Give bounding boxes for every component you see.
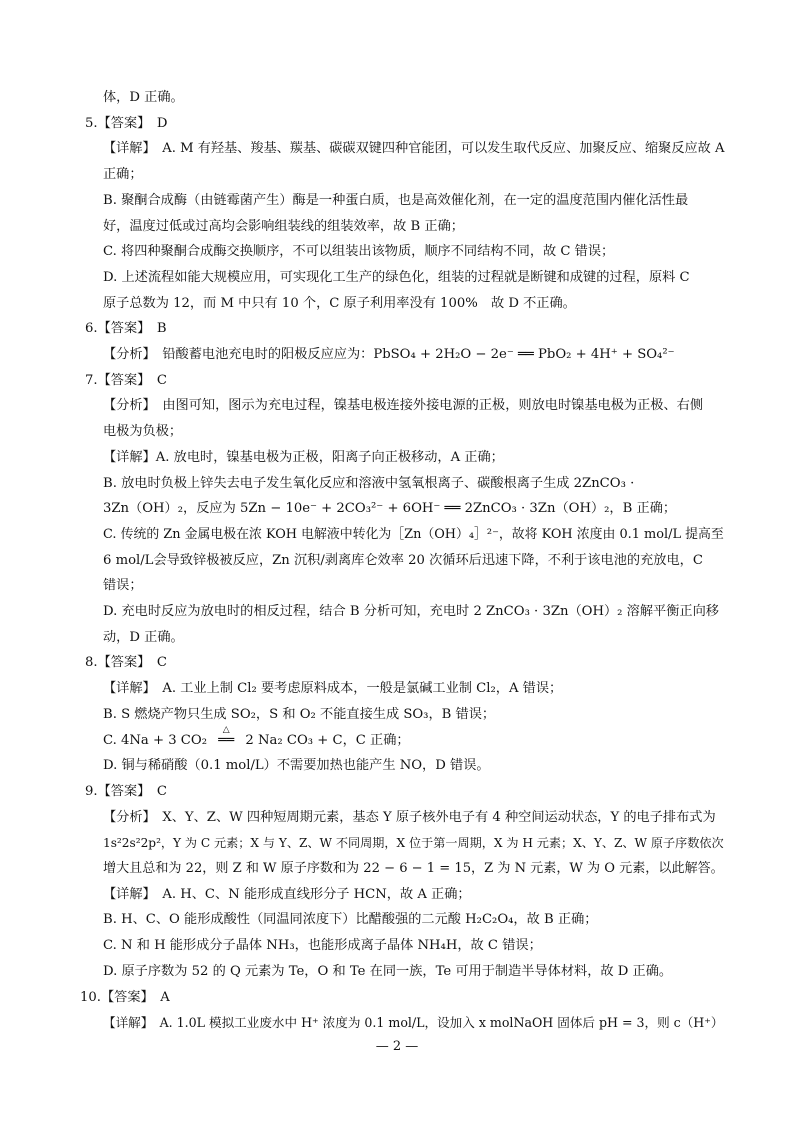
text-line: 【详解】 A. 工业上制 Cl₂ 要考虑原料成本，一般是氯碱工业制 Cl₂，A 错误； <box>103 681 563 697</box>
text-line: B. 聚酮合成酶（由链霉菌产生）酶是一种蛋白质，也是高效催化剂，在一定的温度范围内催化活性最 <box>103 192 689 208</box>
text-line: 错误； <box>103 578 143 594</box>
text-line: 动，D 正确。 <box>103 629 184 645</box>
text-line: D. 充电时反应为放电时的相反过程，结合 B 分析可知，充电时 2 ZnCO₃ · 3Zn（OH）₂ 溶解平衡正向移 <box>103 604 719 619</box>
text-line: 3Zn（OH）₂，反应为 5Zn − 10e⁻ + 2CO₃²⁻ + 6OH⁻ ══ 2ZnCO₃ · 3Zn（OH）₂，B 正确； <box>103 501 677 517</box>
text-line: 【详解】 A. M 有羟基、羧基、羰基、碳碳双键四种官能团，可以发生取代反应、加聚反应、缩聚反应故 A <box>103 141 725 157</box>
text-line: B. S 燃烧产物只生成 SO₂，S 和 O₂ 不能直接生成 SO₃，B 错误； <box>103 706 496 722</box>
text-line: 体，D 正确。 <box>103 90 184 105</box>
text-line: C. N 和 H 能形成分子晶体 NH₃，也能形成离子晶体 NH₄H，故 C 错误； <box>103 938 542 954</box>
text-line: 6 mol/L会导致锌极被反应，Zn 沉积/剥离库仑效率 20 次循环后迅速下降，不利于该电池的充放电，C <box>103 552 703 568</box>
text-line: C. 将四种聚酮合成酶交换顺序，不可以组装出该物质，顺序不同结构不同，故 C 错误； <box>103 244 615 260</box>
question-8-answer: 8.【答案】 C <box>85 655 168 671</box>
question-9-answer: 9.【答案】 C <box>85 783 168 799</box>
question-7-answer: 7.【答案】 C <box>85 372 168 388</box>
page-number: — 2 — <box>375 1039 419 1055</box>
text-line: 正确； <box>103 167 143 183</box>
text-line: 原子总数为 12，而 M 中只有 10 个，C 原子利用率没有 100% 故 D 不正确。 <box>103 295 576 311</box>
text-line: D. 原子序数为 52 的 Q 元素为 Te，O 和 Te 在同一族，Te 可用于制造半导体材料，故 D 正确。 <box>103 963 673 979</box>
equation-arrow <box>211 724 241 751</box>
question-10-answer: 10.【答案】 A <box>80 989 170 1005</box>
equals-sign: ══ <box>218 732 235 748</box>
text-line: 【分析】 铅酸蓄电池充电时的阳极反应应为：PbSO₄ + 2H₂O − 2e⁻ ══ PbO₂ + 4H⁺ + SO₄²⁻ <box>103 347 675 362</box>
heat-condition: △ <box>222 724 230 735</box>
equation-left: C. 4Na + 3 CO₂ <box>103 732 207 748</box>
text-line: 1s²2s²2p²，Y 为 C 元素；X 与 Y、Z、W 不同周期，X 位于第一周期，X 为 H 元素；X、Y、Z、W 原子序数依次 <box>103 836 724 851</box>
text-line: D. 上述流程如能大规模应用，可实现化工生产的绿色化，组装的过程就是断键和成键的过程，原料 C <box>103 269 690 285</box>
text-line: B. H、C、O 能形成酸性（同温同浓度下）比醋酸强的二元酸 H₂C₂O₄，故 B 正确； <box>103 912 598 928</box>
text-line: 【分析】 X、Y、Z、W 四种短周期元素，基态 Y 原子核外电子有 4 种空间运动状态，Y 的电子排布式为 <box>103 809 716 825</box>
text-line: 【详解】 A. H、C、N 能形成直线形分子 HCN，故 A 正确； <box>103 886 471 902</box>
text-line: C. 传统的 Zn 金属电极在浓 KOH 电解液中转化为［Zn（OH）₄］²⁻，故将 KOH 浓度由 0.1 mol/L 提高至 <box>103 526 724 542</box>
text-line: 电极为负极； <box>103 424 183 440</box>
equation-line <box>103 724 410 751</box>
text-line: B. 放电时负极上锌失去电子发生氧化反应和溶液中氢氧根离子、碳酸根离子生成 2ZnCO₃ · <box>103 475 635 491</box>
text-line: D. 铜与稀硝酸（0.1 mol/L）不需要加热也能产生 NO，D 错误。 <box>103 758 490 774</box>
text-line: 增大且总和为 22，则 Z 和 W 原子序数和为 22 − 6 − 1 = 15，Z 为 N 元素，W 为 O 元素，以此解答。 <box>103 861 724 876</box>
text-line: 【详解】A. 放电时，镍基电极为正极，阳离子向正极移动，A 正确； <box>103 449 504 465</box>
text-line: 好，温度过低或过高均会影响组装线的组装效率，故 B 正确； <box>103 218 464 234</box>
text-line: 【分析】 由图可知，图示为充电过程，镍基电极连接外接电源的正极，则放电时镍基电极为正极、右侧 <box>103 398 704 414</box>
equation-right: 2 Na₂ CO₃ + C，C 正确； <box>245 732 410 748</box>
text-line: 【详解】 A. 1.0L 模拟工业废水中 H⁺ 浓度为 0.1 mol/L，设加入 x molNaOH 固体后 pH = 3，则 c（H⁺） <box>103 1015 724 1031</box>
question-5-answer: 5.【答案】 D <box>85 115 168 131</box>
question-6-answer: 6.【答案】 B <box>85 321 167 337</box>
